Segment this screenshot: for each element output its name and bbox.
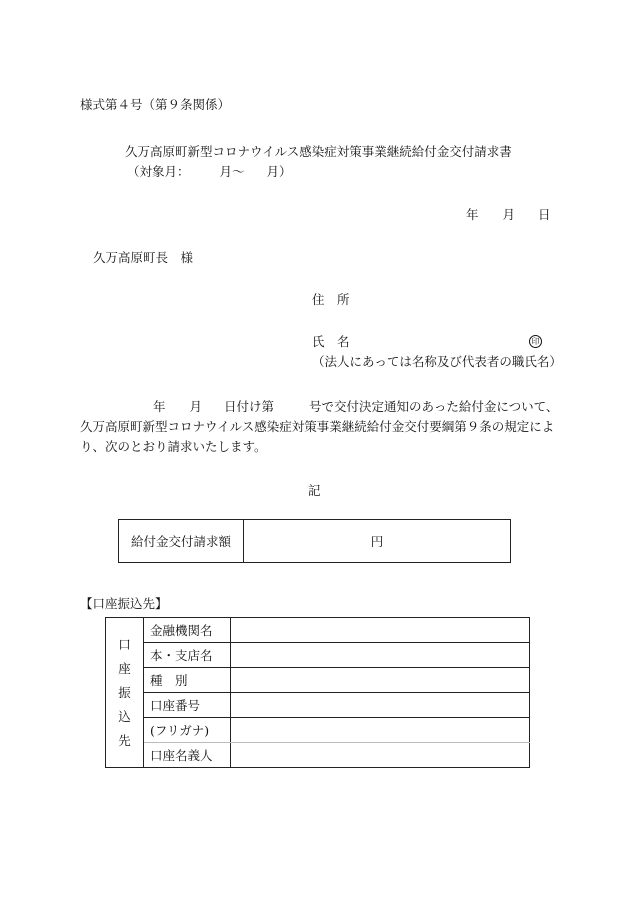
address-label: 住 所 <box>312 292 350 307</box>
date-year-label: 年 <box>466 207 479 222</box>
body-line-1-rest: 号で交付決定通知のあった給付金について、 <box>309 399 559 414</box>
seal-mark <box>529 335 542 348</box>
amount-unit: 円 <box>370 534 384 549</box>
vertical-char: 先 <box>118 732 131 748</box>
bank-section-heading: 【口座振込先】 <box>80 596 168 611</box>
bank-name-field[interactable] <box>231 618 530 643</box>
target-month-end: 月） <box>266 164 292 179</box>
furigana-label: (フリガナ) <box>144 718 231 743</box>
bank-row <box>106 693 530 718</box>
body-line-3: り、次のとおり請求いたします。 <box>80 439 267 454</box>
bank-table <box>105 617 530 768</box>
account-number-label: 口座番号 <box>144 693 231 718</box>
amount-label: 給付金交付請求額 <box>119 520 244 563</box>
vertical-char: 込 <box>118 708 131 724</box>
document-title: 久万高原町新型コロナウイルス感染症対策事業継続給付金交付請求書 <box>125 144 512 159</box>
vertical-char: 振 <box>118 684 131 700</box>
body-month-label: 月 <box>189 399 203 414</box>
seal-icon: 印 <box>529 335 542 348</box>
date-day-label: 日 <box>538 207 551 222</box>
amount-table <box>118 519 511 563</box>
date-line <box>466 209 551 222</box>
bank-name-label: 金融機関名 <box>144 618 231 643</box>
bank-row <box>106 668 530 693</box>
vertical-char: 口 <box>118 636 131 652</box>
bank-row <box>106 643 530 668</box>
target-month <box>127 166 292 179</box>
target-month-prefix: （対象月： <box>127 164 190 179</box>
branch-field[interactable] <box>231 643 530 668</box>
account-number-field[interactable] <box>231 693 530 718</box>
account-holder-field[interactable] <box>231 743 530 768</box>
body-year-label: 年 <box>153 399 166 414</box>
target-month-start: 月～ <box>219 164 245 179</box>
bank-row <box>106 718 530 743</box>
amount-row <box>119 520 511 563</box>
corporate-note: （法人にあっては名称及び代表者の職氏名） <box>312 354 562 369</box>
body-date-label: 日付け第 <box>224 399 275 414</box>
account-type-label: 種 別 <box>144 668 231 693</box>
body-line-2: 久万高原町新型コロナウイルス感染症対策事業継続給付金交付要綱第９条の規定によ <box>80 419 555 434</box>
bank-row <box>106 618 530 643</box>
body-line-1 <box>153 401 558 414</box>
bank-row <box>106 743 530 768</box>
name-label: 氏 名 <box>312 334 350 349</box>
furigana-field[interactable] <box>231 718 530 743</box>
account-holder-label: 口座名義人 <box>144 743 231 768</box>
addressee: 久万高原町長 様 <box>93 250 194 265</box>
branch-label: 本・支店名 <box>144 643 231 668</box>
bank-vertical-label <box>106 618 144 768</box>
account-type-field[interactable] <box>231 668 530 693</box>
form-number: 様式第４号（第９条関係） <box>80 97 231 112</box>
amount-field[interactable] <box>244 520 511 563</box>
date-month-label: 月 <box>502 207 516 222</box>
ki-heading: 記 <box>308 483 321 498</box>
vertical-char: 座 <box>118 660 131 676</box>
